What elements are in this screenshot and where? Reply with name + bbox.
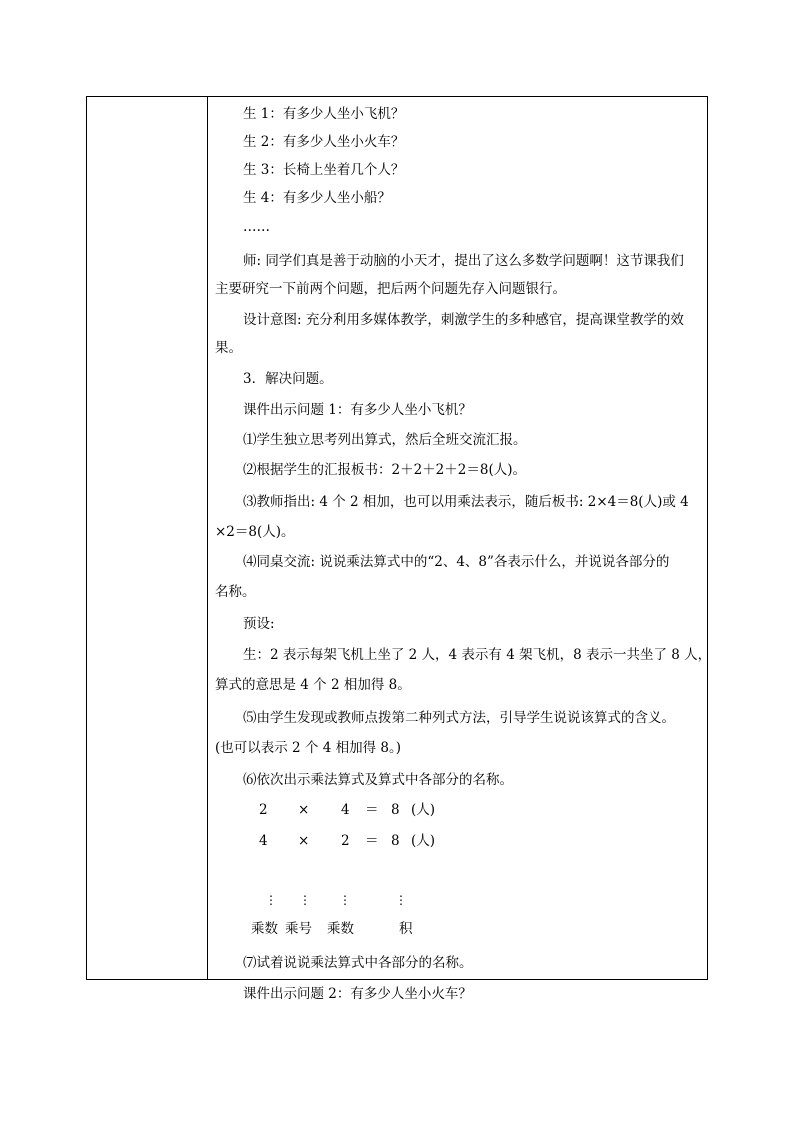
equation-2-unit: (人) xyxy=(411,833,436,849)
step-5-line-1: ⑸由学生发现或教师点拨第二种列式方法，引导学生说说该算式的含义。 xyxy=(243,710,675,726)
dots-2: ⋮ xyxy=(299,893,311,907)
courseware-problem-2: 课件出示问题 2：有多少人坐小火车？ xyxy=(243,986,472,1002)
equation-1-times: × xyxy=(298,802,310,818)
equation-1-unit: (人) xyxy=(411,802,436,818)
part-name-product: 积 xyxy=(399,921,413,937)
design-intent-line-2: 果。 xyxy=(215,340,242,356)
equation-2-equals: ＝ xyxy=(365,833,379,849)
step-3-line-1: ⑶教师指出: 4 个 2 相加，也可以用乘法表示，随后板书: 2×4＝8(人)或 4 xyxy=(243,494,689,510)
equation-1-term-b: 4 xyxy=(341,802,350,818)
courseware-problem-1: 课件出示问题 1：有多少人坐小飞机？ xyxy=(243,402,472,418)
preset-label: 预设: xyxy=(243,616,275,632)
equation-2-times: × xyxy=(298,833,310,849)
dots-3: ⋮ xyxy=(339,893,351,907)
student-question-3: 生 3：长椅上坐着几个人？ xyxy=(243,162,405,178)
student-question-1: 生 1：有多少人坐小飞机？ xyxy=(243,106,405,122)
equation-1-equals: ＝ xyxy=(365,802,379,818)
equation-1-term-a: 2 xyxy=(259,802,268,818)
step-4-line-2: 名称。 xyxy=(215,584,256,600)
equation-2-term-a: 4 xyxy=(259,833,268,849)
teacher-remark-line-1: 师: 同学们真是善于动脑的小天才，提出了这么多数学问题啊！这节课我们 xyxy=(243,253,684,269)
step-2: ⑵根据学生的汇报板书：2＋2＋2＋2＝8(人)。 xyxy=(243,462,526,478)
step-5-line-2: (也可以表示 2 个 4 相加得 8。) xyxy=(215,740,402,756)
step-4-line-1: ⑷同桌交流: 说说乘法算式中的“2、4、8”各表示什么，并说说各部分的 xyxy=(243,554,670,570)
part-name-factor-2: 乘数 xyxy=(327,921,354,937)
student-question-4: 生 4：有多少人坐小船？ xyxy=(243,190,391,206)
step-7: ⑺试着说说乘法算式中各部分的名称。 xyxy=(243,955,473,971)
step-3-line-2: ×2＝8(人)。 xyxy=(215,524,295,540)
part-name-times-sign: 乘号 xyxy=(285,921,312,937)
lesson-plan-table xyxy=(86,96,712,1002)
column-divider xyxy=(207,97,208,979)
dots-1: ⋮ xyxy=(265,893,277,907)
design-intent-line-1: 设计意图: 充分利用多媒体教学，刺激学生的多种感官，提高课堂教学的效 xyxy=(243,312,684,328)
step-6: ⑹依次出示乘法算式及算式中各部分的名称。 xyxy=(243,772,513,788)
student-answer-line-2: 算式的意思是 4 个 2 相加得 8。 xyxy=(215,677,411,693)
student-question-2: 生 2：有多少人坐小火车？ xyxy=(243,134,405,150)
equation-2-term-b: 2 xyxy=(341,833,350,849)
equation-1-product: 8 xyxy=(391,802,400,818)
teacher-remark-line-2: 主要研究一下前两个问题，把后两个问题先存入问题银行。 xyxy=(215,281,566,297)
section-solve-problem: 3．解决问题。 xyxy=(243,371,333,387)
dots-4: ⋮ xyxy=(395,893,407,907)
student-answer-line-1: 生：2 表示每架飞机上坐了 2 人，4 表示有 4 架飞机，8 表示一共坐了 8 人， xyxy=(243,647,712,663)
equation-2-product: 8 xyxy=(391,833,400,849)
ellipsis: …… xyxy=(243,219,270,235)
part-name-factor-1: 乘数 xyxy=(251,921,278,937)
step-1: ⑴学生独立思考列出算式，然后全班交流汇报。 xyxy=(243,432,527,448)
